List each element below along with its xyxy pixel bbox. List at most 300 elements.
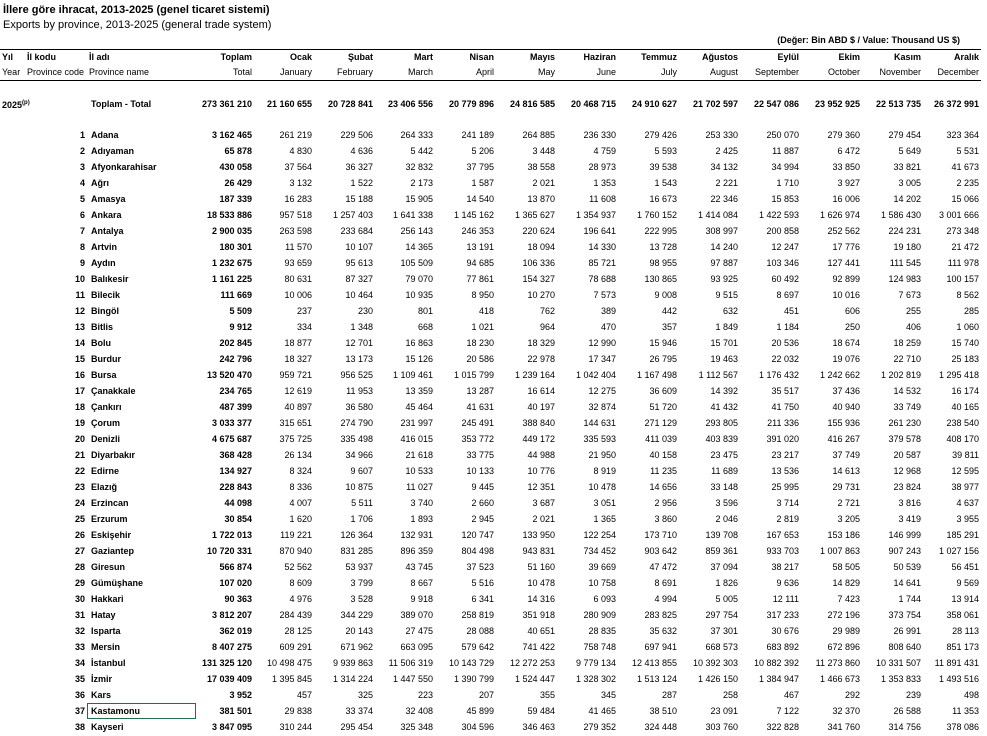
province-row[interactable] [0, 703, 981, 719]
value-apr[interactable]: 258 819 [461, 610, 494, 620]
value-jun[interactable]: 1 353 [593, 178, 616, 188]
value-jun[interactable]: 10 758 [588, 578, 616, 588]
value-aug[interactable]: 258 [722, 690, 738, 700]
value-total[interactable]: 2 900 035 [211, 226, 252, 236]
province-name[interactable]: Adana [91, 130, 119, 140]
value-jul[interactable]: 3 860 [654, 514, 677, 524]
value-apr[interactable]: 304 596 [461, 722, 494, 732]
value-aug[interactable]: 41 432 [710, 402, 738, 412]
value-dec[interactable]: 16 174 [951, 386, 979, 396]
value-aug[interactable]: 859 361 [705, 546, 738, 556]
value-jun[interactable]: 279 352 [583, 722, 616, 732]
total-dec[interactable]: 26 372 991 [933, 99, 979, 109]
value-apr[interactable]: 45 899 [466, 706, 494, 716]
total-jan[interactable]: 21 160 655 [266, 99, 312, 109]
value-jan[interactable]: 11 570 [285, 242, 312, 252]
value-jun[interactable]: 14 330 [588, 242, 616, 252]
value-oct[interactable]: 272 196 [827, 610, 860, 620]
province-code[interactable]: 14 [74, 338, 85, 348]
value-total[interactable]: 234 765 [219, 386, 252, 396]
value-jun[interactable]: 280 909 [583, 610, 616, 620]
total-may[interactable]: 24 816 585 [509, 99, 555, 109]
value-dec[interactable]: 1 493 516 [938, 674, 979, 684]
value-apr[interactable]: 579 642 [461, 642, 494, 652]
value-may[interactable]: 741 422 [522, 642, 555, 652]
value-jul[interactable]: 1 543 [654, 178, 677, 188]
province-code[interactable]: 3 [79, 162, 85, 172]
value-mar[interactable]: 27 475 [405, 626, 433, 636]
value-nov[interactable]: 33 821 [893, 162, 921, 172]
value-jul[interactable]: 903 642 [644, 546, 677, 556]
value-apr[interactable]: 8 950 [471, 290, 494, 300]
value-feb[interactable]: 5 511 [351, 498, 373, 508]
value-jan[interactable]: 4 830 [289, 146, 312, 156]
value-mar[interactable]: 1 641 338 [392, 210, 433, 220]
value-total[interactable]: 107 020 [219, 578, 252, 588]
province-row[interactable] [0, 655, 981, 671]
value-may[interactable]: 18 329 [527, 338, 555, 348]
value-aug[interactable]: 139 708 [705, 530, 738, 540]
province-code[interactable]: 32 [74, 626, 85, 636]
value-feb[interactable]: 344 229 [340, 610, 373, 620]
province-code[interactable]: 4 [79, 178, 85, 188]
value-nov[interactable]: 1 586 430 [880, 210, 921, 220]
province-code[interactable]: 34 [74, 658, 85, 668]
value-nov[interactable]: 26 588 [893, 706, 921, 716]
value-oct[interactable]: 6 472 [837, 146, 860, 156]
value-total[interactable]: 187 339 [219, 194, 252, 204]
value-jul[interactable]: 1 167 498 [636, 370, 677, 380]
value-oct[interactable]: 29 989 [832, 626, 860, 636]
value-nov[interactable]: 20 587 [893, 450, 921, 460]
value-nov[interactable]: 907 243 [888, 546, 921, 556]
value-mar[interactable]: 896 359 [400, 546, 433, 556]
value-may[interactable]: 2 021 [532, 178, 555, 188]
value-mar[interactable]: 1 109 461 [392, 370, 433, 380]
value-nov[interactable]: 7 673 [898, 290, 921, 300]
value-oct[interactable]: 33 850 [832, 162, 860, 172]
province-row[interactable] [0, 223, 981, 239]
value-oct[interactable]: 16 006 [832, 194, 860, 204]
value-jun[interactable]: 196 641 [583, 226, 616, 236]
value-may[interactable]: 1 239 164 [514, 370, 555, 380]
value-jul[interactable]: 2 956 [654, 498, 677, 508]
value-nov[interactable]: 14 202 [893, 194, 921, 204]
province-row[interactable] [0, 495, 981, 511]
value-oct[interactable]: 2 721 [837, 498, 860, 508]
province-code[interactable]: 19 [74, 418, 85, 428]
value-aug[interactable]: 37 301 [710, 626, 738, 636]
value-dec[interactable]: 56 451 [951, 562, 979, 572]
value-dec[interactable]: 285 [963, 306, 979, 316]
value-apr[interactable]: 245 491 [461, 418, 494, 428]
value-mar[interactable]: 15 126 [405, 354, 433, 364]
value-total[interactable]: 3 952 [229, 690, 252, 700]
value-jun[interactable]: 32 874 [588, 402, 616, 412]
value-jan[interactable]: 284 439 [279, 610, 312, 620]
value-jan[interactable]: 3 132 [289, 178, 312, 188]
total-jun[interactable]: 20 468 715 [570, 99, 616, 109]
value-sep[interactable]: 25 995 [771, 482, 799, 492]
province-name[interactable]: Bilecik [91, 290, 121, 300]
value-sep[interactable]: 10 882 392 [753, 658, 799, 668]
value-jun[interactable]: 1 354 937 [575, 210, 616, 220]
value-feb[interactable]: 1 348 [350, 322, 373, 332]
province-code[interactable]: 20 [74, 434, 85, 444]
value-sep[interactable]: 11 887 [772, 146, 799, 156]
value-may[interactable]: 355 [539, 690, 555, 700]
value-mar[interactable]: 11 027 [406, 482, 433, 492]
value-nov[interactable]: 261 230 [888, 418, 921, 428]
value-aug[interactable]: 303 760 [705, 722, 738, 732]
value-may[interactable]: 10 270 [527, 290, 555, 300]
province-name[interactable]: Kastamonu [87, 703, 196, 719]
value-feb[interactable]: 36 327 [345, 162, 373, 172]
value-aug[interactable]: 14 240 [710, 242, 738, 252]
value-oct[interactable]: 14 613 [832, 466, 860, 476]
value-sep[interactable]: 23 217 [771, 450, 799, 460]
province-row[interactable] [0, 367, 981, 383]
value-sep[interactable]: 467 [783, 690, 799, 700]
value-jan[interactable]: 8 609 [289, 578, 312, 588]
value-jan[interactable]: 119 221 [280, 530, 312, 540]
province-code[interactable]: 2 [79, 146, 85, 156]
province-name[interactable]: Aydın [91, 258, 116, 268]
value-jun[interactable]: 7 573 [593, 290, 616, 300]
province-row[interactable] [0, 239, 981, 255]
value-jan[interactable]: 10 498 475 [266, 658, 312, 668]
value-sep[interactable]: 35 517 [771, 386, 799, 396]
province-row[interactable] [0, 255, 981, 271]
value-mar[interactable]: 15 905 [405, 194, 433, 204]
value-sep[interactable]: 933 703 [766, 546, 799, 556]
value-nov[interactable]: 224 231 [888, 226, 921, 236]
value-oct[interactable]: 11 273 860 [815, 658, 860, 668]
value-aug[interactable]: 253 330 [705, 130, 738, 140]
value-jan[interactable]: 959 721 [279, 370, 312, 380]
value-aug[interactable]: 14 392 [710, 386, 738, 396]
value-oct[interactable]: 153 186 [827, 530, 860, 540]
value-feb[interactable]: 4 636 [350, 146, 373, 156]
value-jan[interactable]: 310 244 [279, 722, 312, 732]
value-aug[interactable]: 10 392 303 [692, 658, 738, 668]
value-jan[interactable]: 93 659 [284, 258, 312, 268]
value-jun[interactable]: 236 330 [583, 130, 616, 140]
value-nov[interactable]: 3 816 [898, 498, 921, 508]
value-jan[interactable]: 52 562 [284, 562, 312, 572]
value-sep[interactable]: 8 697 [776, 290, 799, 300]
province-row[interactable] [0, 671, 981, 687]
value-apr[interactable]: 353 772 [461, 434, 494, 444]
value-aug[interactable]: 297 754 [705, 610, 738, 620]
value-may[interactable]: 351 918 [522, 610, 555, 620]
value-sep[interactable]: 3 714 [776, 498, 799, 508]
value-total[interactable]: 44 098 [224, 498, 252, 508]
value-jan[interactable]: 28 125 [284, 626, 312, 636]
value-jul[interactable]: 1 760 152 [636, 210, 677, 220]
value-jun[interactable]: 39 669 [588, 562, 616, 572]
value-oct[interactable]: 1 626 974 [819, 210, 860, 220]
value-feb[interactable]: 33 374 [345, 706, 373, 716]
value-total[interactable]: 368 428 [219, 450, 252, 460]
value-jan[interactable]: 10 006 [284, 290, 312, 300]
province-code[interactable]: 27 [74, 546, 85, 556]
value-sep[interactable]: 250 070 [766, 130, 799, 140]
value-may[interactable]: 3 687 [532, 498, 555, 508]
value-mar[interactable]: 668 [417, 322, 433, 332]
province-name[interactable]: Gümüşhane [91, 578, 144, 588]
value-dec[interactable]: 2 235 [956, 178, 979, 188]
value-feb[interactable]: 671 962 [340, 642, 373, 652]
value-dec[interactable]: 8 562 [956, 290, 979, 300]
value-nov[interactable]: 3 419 [898, 514, 921, 524]
total-jul[interactable]: 24 910 627 [631, 99, 677, 109]
value-oct[interactable]: 40 940 [832, 402, 860, 412]
value-sep[interactable]: 41 750 [771, 402, 799, 412]
value-jul[interactable]: 26 795 [649, 354, 677, 364]
value-sep[interactable]: 1 184 [776, 322, 799, 332]
value-mar[interactable]: 3 740 [410, 498, 433, 508]
province-name[interactable]: İstanbul [91, 658, 126, 668]
value-may[interactable]: 943 831 [522, 546, 555, 556]
value-total[interactable]: 3 847 095 [211, 722, 252, 732]
province-row[interactable] [0, 175, 981, 191]
value-dec[interactable]: 38 977 [951, 482, 979, 492]
value-jun[interactable]: 12 990 [588, 338, 616, 348]
value-feb[interactable]: 53 937 [345, 562, 373, 572]
value-feb[interactable]: 831 285 [340, 546, 373, 556]
value-aug[interactable]: 93 925 [710, 274, 738, 284]
value-oct[interactable]: 3 927 [837, 178, 860, 188]
value-oct[interactable]: 32 370 [832, 706, 860, 716]
value-total[interactable]: 487 399 [219, 402, 252, 412]
total-sep[interactable]: 22 547 086 [753, 99, 799, 109]
value-total[interactable]: 134 927 [219, 466, 252, 476]
province-code[interactable]: 12 [74, 306, 85, 316]
value-sep[interactable]: 211 336 [767, 418, 799, 428]
value-dec[interactable]: 851 173 [946, 642, 979, 652]
province-code[interactable]: 17 [74, 386, 85, 396]
value-jul[interactable]: 47 472 [649, 562, 677, 572]
province-row[interactable] [0, 415, 981, 431]
province-row[interactable] [0, 511, 981, 527]
value-dec[interactable]: 21 472 [951, 242, 979, 252]
value-jan[interactable]: 957 518 [279, 210, 312, 220]
province-code[interactable]: 21 [74, 450, 85, 460]
value-apr[interactable]: 207 [478, 690, 494, 700]
province-name[interactable]: Burdur [91, 354, 121, 364]
province-row[interactable] [0, 719, 981, 735]
value-total[interactable]: 3 033 377 [211, 418, 252, 428]
value-sep[interactable]: 391 020 [766, 434, 799, 444]
province-row[interactable] [0, 191, 981, 207]
value-nov[interactable]: 50 539 [893, 562, 921, 572]
province-code[interactable]: 11 [75, 290, 85, 300]
value-dec[interactable]: 498 [963, 690, 979, 700]
value-jul[interactable]: 5 593 [654, 146, 677, 156]
province-code[interactable]: 10 [74, 274, 85, 284]
value-may[interactable]: 762 [539, 306, 555, 316]
value-sep[interactable]: 22 032 [771, 354, 799, 364]
value-jul[interactable]: 324 448 [644, 722, 677, 732]
value-jan[interactable]: 4 976 [289, 594, 312, 604]
value-mar[interactable]: 32 408 [405, 706, 433, 716]
value-may[interactable]: 12 351 [527, 482, 555, 492]
value-dec[interactable]: 238 540 [946, 418, 979, 428]
value-mar[interactable]: 663 095 [400, 642, 433, 652]
province-name[interactable]: Denizli [91, 434, 121, 444]
value-jan[interactable]: 334 [296, 322, 312, 332]
value-apr[interactable]: 2 945 [471, 514, 494, 524]
value-jun[interactable]: 144 631 [583, 418, 616, 428]
province-row[interactable] [0, 335, 981, 351]
value-sep[interactable]: 12 111 [772, 594, 799, 604]
value-nov[interactable]: 1 744 [898, 594, 921, 604]
province-name[interactable]: Kars [91, 690, 112, 700]
province-name[interactable]: Hakkari [91, 594, 124, 604]
value-oct[interactable]: 19 076 [832, 354, 860, 364]
province-code[interactable]: 18 [74, 402, 85, 412]
value-jun[interactable]: 734 452 [583, 546, 616, 556]
value-aug[interactable]: 2 425 [715, 146, 738, 156]
value-sep[interactable]: 34 994 [771, 162, 799, 172]
value-mar[interactable]: 10 935 [405, 290, 433, 300]
value-nov[interactable]: 406 [905, 322, 921, 332]
province-code[interactable]: 1 [79, 130, 85, 140]
value-feb[interactable]: 9 939 863 [332, 658, 373, 668]
value-oct[interactable]: 279 360 [827, 130, 860, 140]
value-oct[interactable]: 17 776 [832, 242, 860, 252]
value-jun[interactable]: 1 328 302 [575, 674, 616, 684]
value-feb[interactable]: 956 525 [340, 370, 373, 380]
province-row[interactable] [0, 127, 981, 143]
value-feb[interactable]: 10 464 [345, 290, 373, 300]
value-may[interactable]: 18 094 [527, 242, 555, 252]
province-row[interactable] [0, 207, 981, 223]
province-code[interactable]: 36 [74, 690, 85, 700]
value-total[interactable]: 430 058 [219, 162, 252, 172]
value-apr[interactable]: 20 586 [466, 354, 494, 364]
value-may[interactable]: 10 776 [527, 466, 555, 476]
value-total[interactable]: 17 039 409 [206, 674, 252, 684]
value-may[interactable]: 2 021 [532, 514, 555, 524]
province-row[interactable] [0, 383, 981, 399]
value-mar[interactable]: 132 931 [400, 530, 433, 540]
value-dec[interactable]: 9 569 [956, 578, 979, 588]
value-jun[interactable]: 28 835 [588, 626, 616, 636]
value-feb[interactable]: 13 173 [345, 354, 373, 364]
value-jun[interactable]: 8 919 [593, 466, 616, 476]
value-apr[interactable]: 1 021 [471, 322, 494, 332]
value-jan[interactable]: 315 651 [279, 418, 312, 428]
province-name[interactable]: Giresun [91, 562, 126, 572]
value-dec[interactable]: 28 113 [952, 626, 979, 636]
value-dec[interactable]: 408 170 [946, 434, 979, 444]
value-apr[interactable]: 28 088 [466, 626, 494, 636]
value-jul[interactable]: 271 129 [644, 418, 677, 428]
value-may[interactable]: 44 988 [527, 450, 555, 460]
value-nov[interactable]: 146 999 [888, 530, 921, 540]
province-row[interactable] [0, 303, 981, 319]
value-nov[interactable]: 5 649 [898, 146, 921, 156]
value-jul[interactable]: 442 [661, 306, 677, 316]
province-name[interactable]: Artvin [91, 242, 118, 252]
value-sep[interactable]: 1 384 947 [758, 674, 799, 684]
province-code[interactable]: 13 [74, 322, 85, 332]
value-may[interactable]: 1 365 627 [514, 210, 555, 220]
value-jan[interactable]: 261 219 [279, 130, 312, 140]
value-mar[interactable]: 5 442 [410, 146, 433, 156]
value-mar[interactable]: 389 070 [400, 610, 433, 620]
value-may[interactable]: 154 327 [522, 274, 555, 284]
value-aug[interactable]: 403 839 [705, 434, 738, 444]
value-may[interactable]: 1 524 447 [514, 674, 555, 684]
value-total[interactable]: 90 363 [224, 594, 252, 604]
value-jan[interactable]: 1 395 845 [271, 674, 312, 684]
value-total[interactable]: 5 509 [229, 306, 252, 316]
value-feb[interactable]: 230 [357, 306, 373, 316]
value-aug[interactable]: 632 [722, 306, 738, 316]
province-code[interactable]: 22 [74, 466, 85, 476]
province-row[interactable] [0, 143, 981, 159]
value-sep[interactable]: 2 819 [776, 514, 799, 524]
value-jan[interactable]: 18 877 [284, 338, 312, 348]
province-name[interactable]: Edirne [91, 466, 120, 476]
value-oct[interactable]: 58 505 [832, 562, 860, 572]
value-feb[interactable]: 12 701 [345, 338, 373, 348]
value-jul[interactable]: 1 513 124 [636, 674, 677, 684]
value-total[interactable]: 13 520 470 [206, 370, 252, 380]
value-oct[interactable]: 92 899 [832, 274, 860, 284]
value-mar[interactable]: 231 997 [400, 418, 433, 428]
value-jul[interactable]: 130 865 [644, 274, 677, 284]
value-apr[interactable]: 5 516 [471, 578, 494, 588]
value-jul[interactable]: 35 632 [649, 626, 677, 636]
value-oct[interactable]: 1 007 863 [819, 546, 860, 556]
value-feb[interactable]: 3 799 [350, 578, 373, 588]
value-dec[interactable]: 273 348 [946, 226, 979, 236]
value-mar[interactable]: 9 918 [410, 594, 433, 604]
value-aug[interactable]: 11 689 [711, 466, 738, 476]
value-sep[interactable]: 683 892 [766, 642, 799, 652]
value-aug[interactable]: 22 346 [710, 194, 738, 204]
value-total[interactable]: 3 812 207 [211, 610, 252, 620]
value-feb[interactable]: 95 613 [345, 258, 373, 268]
value-apr[interactable]: 10 143 729 [448, 658, 494, 668]
province-name[interactable]: Ağrı [91, 178, 109, 188]
value-apr[interactable]: 10 133 [466, 466, 494, 476]
value-jan[interactable]: 457 [296, 690, 312, 700]
value-may[interactable]: 106 336 [522, 258, 555, 268]
value-apr[interactable]: 2 660 [471, 498, 494, 508]
province-code[interactable]: 26 [74, 530, 85, 540]
value-aug[interactable]: 5 005 [715, 594, 738, 604]
value-aug[interactable]: 308 997 [705, 226, 738, 236]
value-jul[interactable]: 15 946 [649, 338, 677, 348]
value-mar[interactable]: 1 447 550 [392, 674, 433, 684]
value-feb[interactable]: 325 [357, 690, 373, 700]
value-may[interactable]: 59 484 [527, 706, 555, 716]
province-name[interactable]: Erzincan [91, 498, 129, 508]
value-jun[interactable]: 17 347 [588, 354, 616, 364]
value-dec[interactable]: 1 027 156 [938, 546, 979, 556]
value-apr[interactable]: 41 631 [466, 402, 494, 412]
value-apr[interactable]: 418 [478, 306, 494, 316]
value-nov[interactable]: 26 991 [893, 626, 921, 636]
value-apr[interactable]: 13 287 [466, 386, 494, 396]
value-may[interactable]: 22 978 [527, 354, 555, 364]
value-oct[interactable]: 341 760 [827, 722, 860, 732]
